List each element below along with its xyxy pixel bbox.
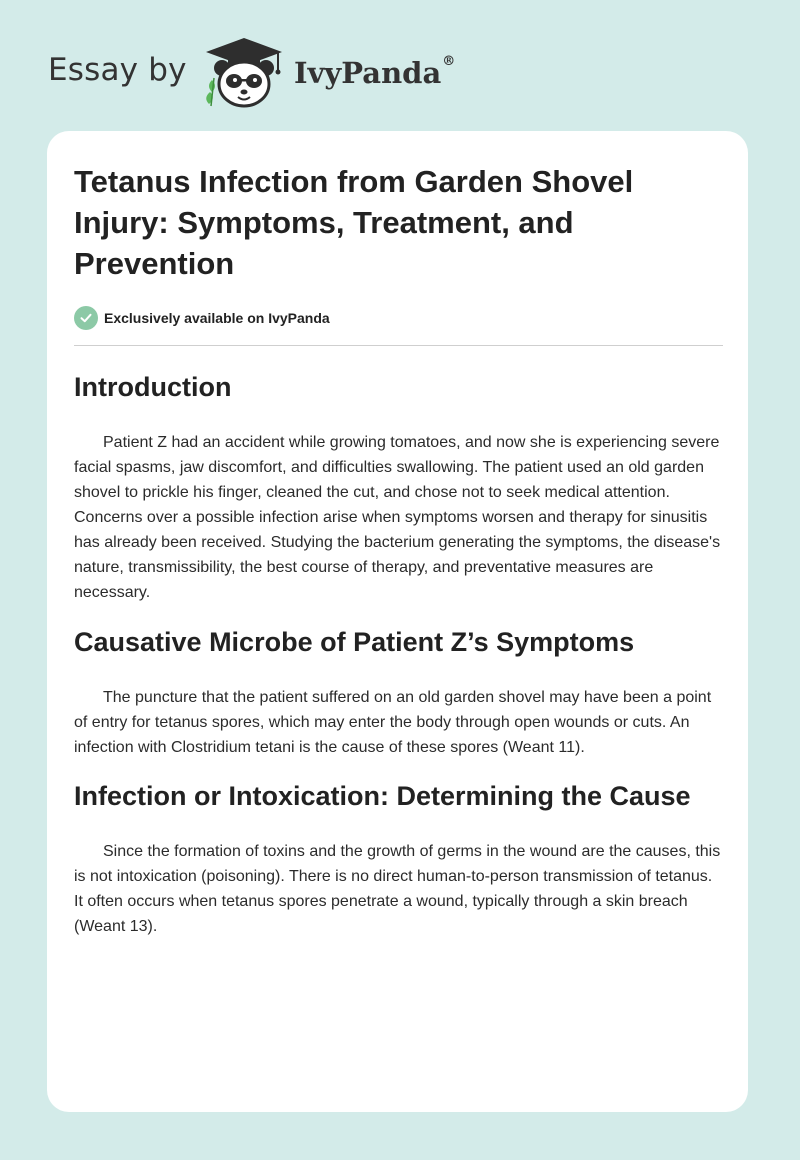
- section-heading-introduction: Introduction: [74, 372, 232, 402]
- exclusive-badge-text: Exclusively available on IvyPanda: [104, 310, 330, 326]
- section-paragraph-causative-microbe: The puncture that the patient suffered on an old garden shovel may have been a point of entry for tetanus spores, which may enter the body through open wounds or cuts. An infection with Clostridium tetani is the cause of these spores (Weant 11).: [74, 689, 712, 756]
- brand-text: IvyPanda: [294, 56, 442, 90]
- registered-mark: ®: [442, 54, 456, 69]
- check-circle-icon: [74, 306, 98, 330]
- ivypanda-logo-icon[interactable]: [198, 36, 290, 110]
- essay-title: Tetanus Infection from Garden Shovel Injury: Symptoms, Treatment, and Prevention: [74, 164, 634, 281]
- essay-by-label: Essay by: [48, 52, 187, 88]
- section-heading-causative-microbe: Causative Microbe of Patient Z’s Symptoms: [74, 627, 635, 657]
- exclusive-badge: [74, 306, 330, 330]
- brand-name[interactable]: [294, 56, 455, 90]
- section-paragraph-infection-or-intoxication: Since the formation of toxins and the growth of germs in the wound are the causes, this is not intoxication (poisoning). There is no direct human-to-person transmission of tetanus. It often occurs when tetanus spores penetrate a wound, typically through a skin breach (Weant 13).: [74, 843, 721, 935]
- site-header: [0, 0, 800, 130]
- essay-card: [47, 131, 748, 1112]
- section-heading-infection-or-intoxication: Infection or Intoxication: Determining the Cause: [74, 781, 691, 811]
- essay-body: [74, 367, 724, 939]
- title-divider: [74, 345, 723, 346]
- section-paragraph-introduction: Patient Z had an accident while growing tomatoes, and now she is experiencing severe facial spasms, jaw discomfort, and difficulties swallowing. The patient used an old garden shovel to prickle his finger, cleaned the cut, and chose not to seek medical attention. Concerns over a possible infection arise when symptoms worsen and therapy for sinusitis has already been received. Studying the bacterium generating the symptoms, the disease's nature, transmissibility, the best course of therapy, and preventative measures are necessary.: [74, 434, 721, 601]
